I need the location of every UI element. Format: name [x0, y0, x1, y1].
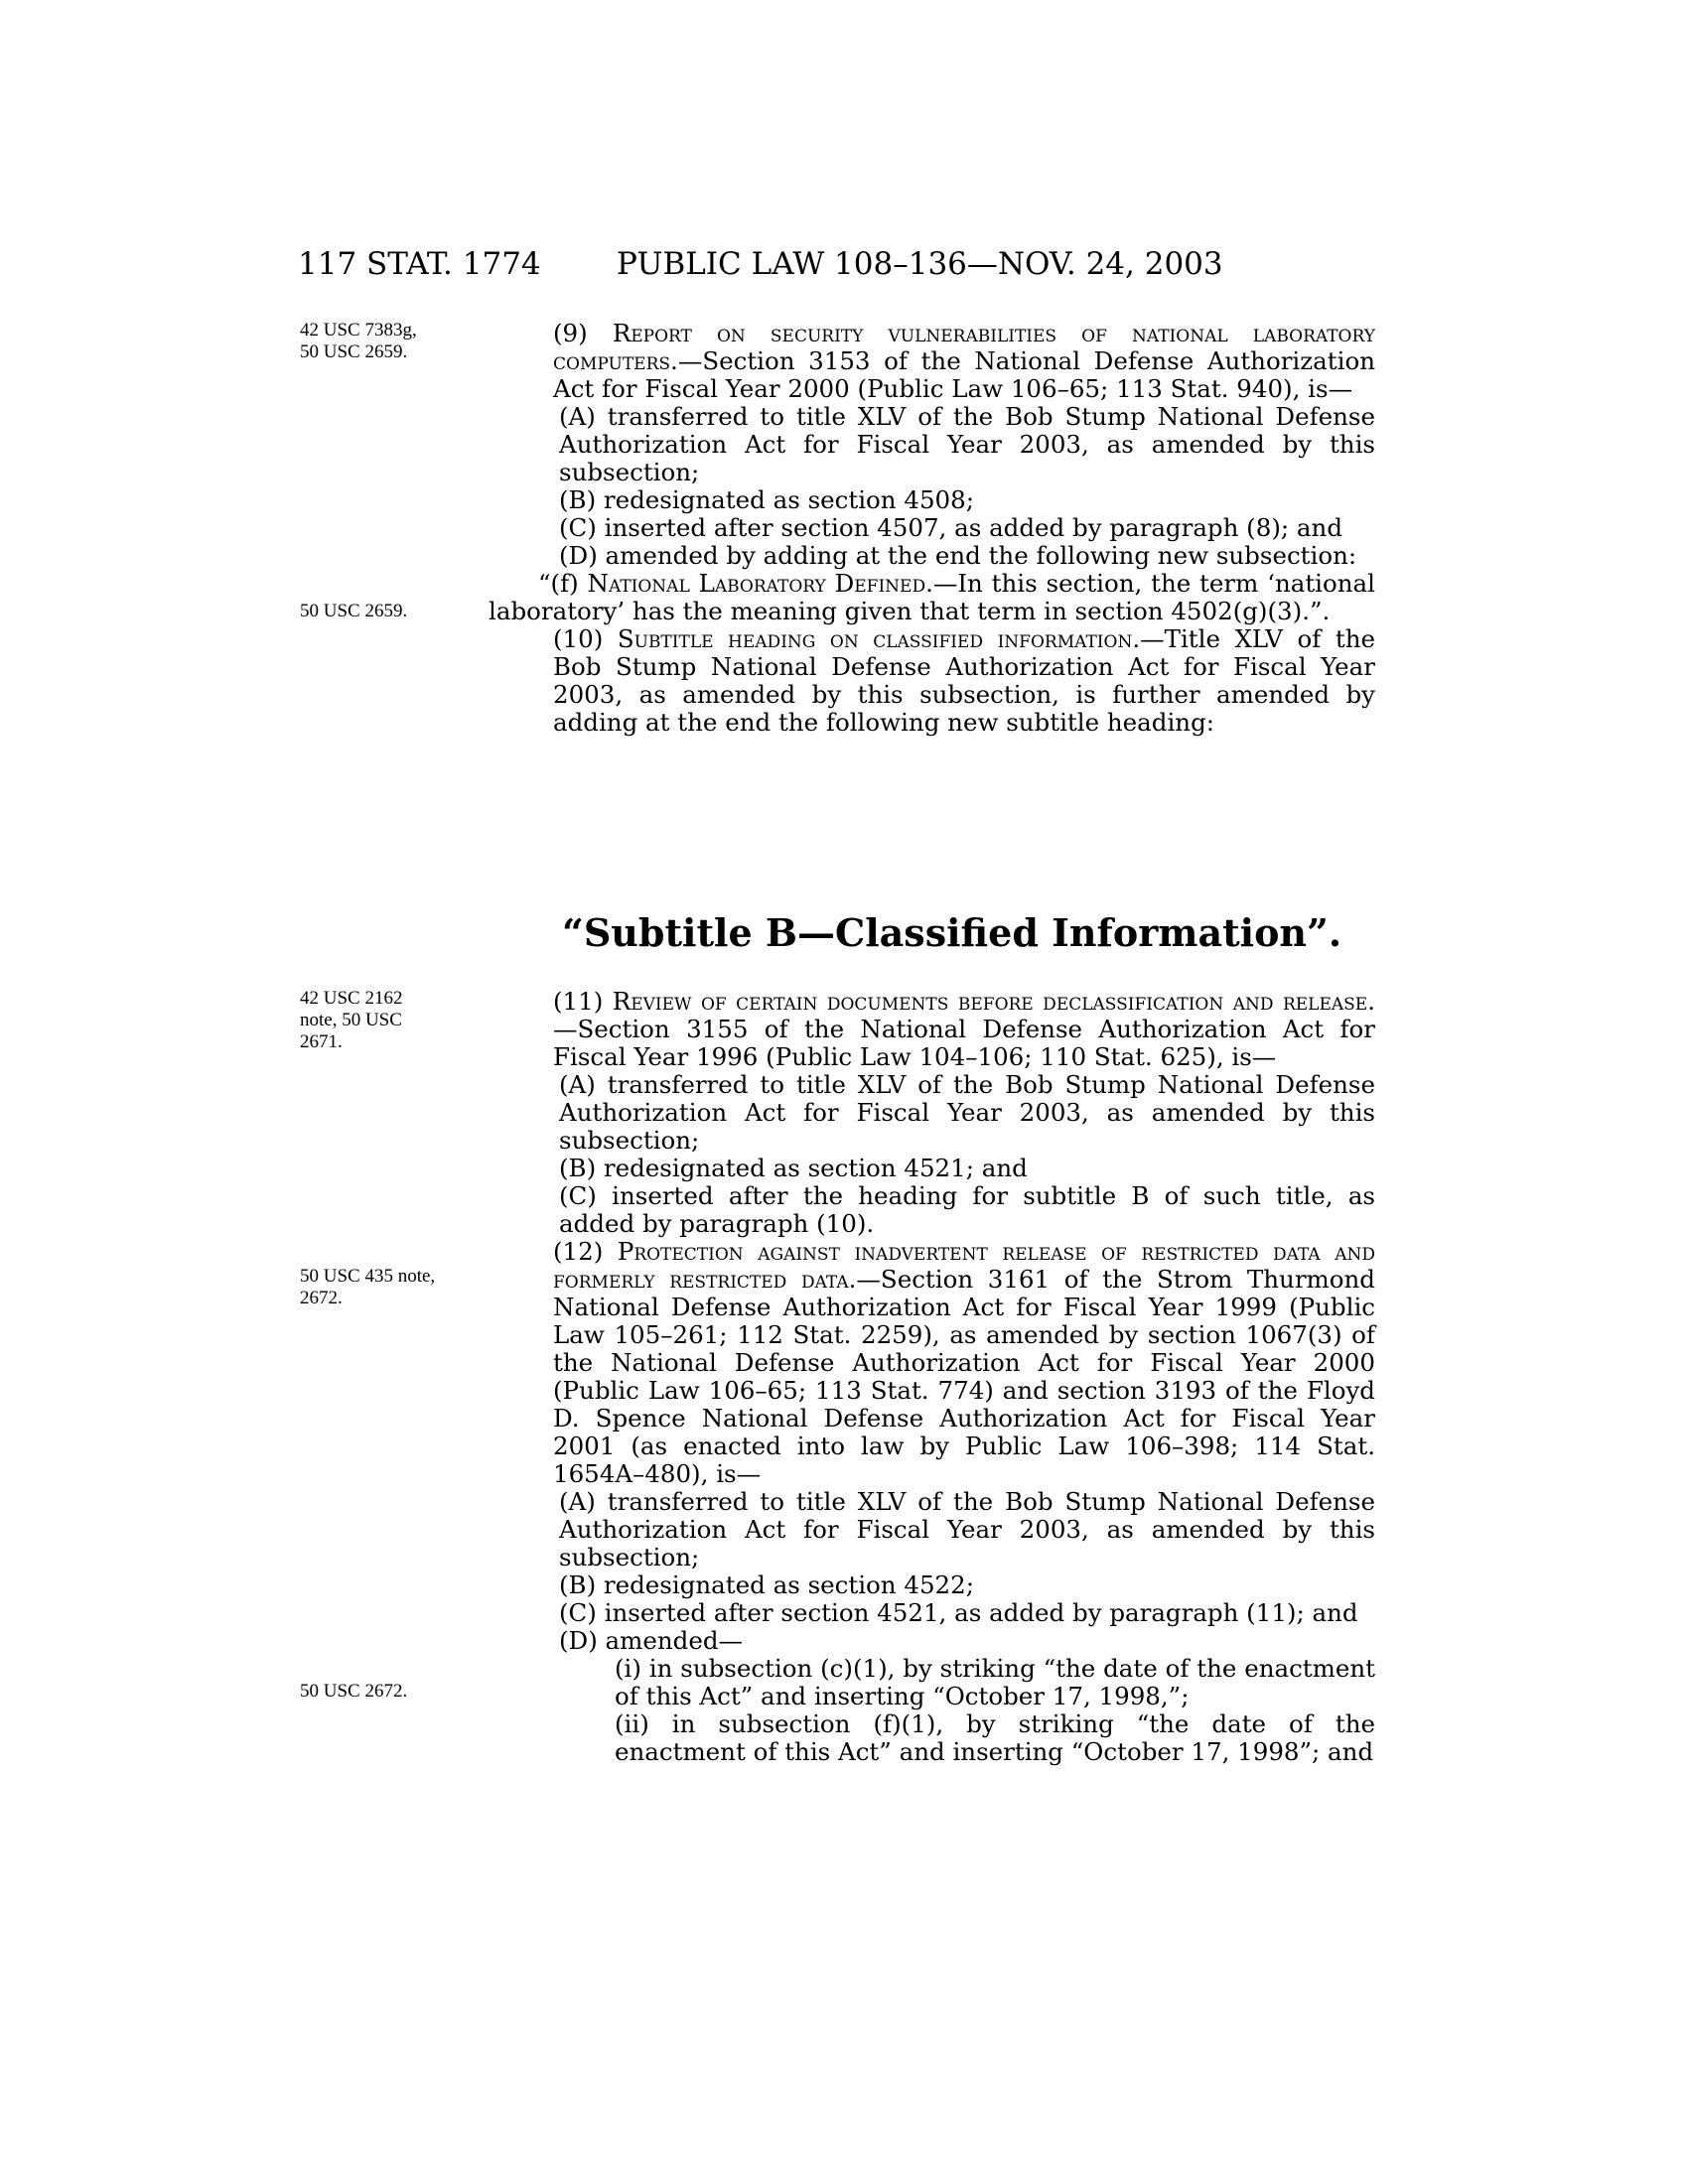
paragraph-heading: Subtitle heading on classified information. [617, 624, 1141, 653]
margin-note-line: 50 USC 2672. [300, 1681, 408, 1702]
clause-9d: (D) amended by adding at the end the following new subsection: [559, 541, 1357, 570]
paragraph-text: —Title XLV of the Bob Stump National Defense Authorization Act for Fiscal Year 2003, as amended by this subsection, is further amended by adding at the end the following new subtitle heading: [553, 624, 1375, 737]
clause-12c: (C) inserted after section 4521, as added by paragraph (11); and [559, 1598, 1358, 1627]
margin-note-line: 2672. [300, 1288, 343, 1308]
margin-note-line: 42 USC 7383g, [300, 320, 417, 341]
subsection-text: —In this section, the term ‘national laboratory’ has the meaning given that term in section 4502(g)(3).”. [489, 569, 1375, 625]
margin-note-line: 50 USC 435 note, [300, 1266, 436, 1287]
subsection-label: “(f) [538, 569, 588, 598]
paragraph-number: (11) [553, 987, 613, 1016]
paragraph-heading: Report on security vulnerabilities of national laboratory computers. [553, 319, 1375, 375]
margin-note-line: 50 USC 2659. [300, 341, 408, 362]
clause-12d: (D) amended— [559, 1626, 744, 1655]
page-running-header: PUBLIC LAW 108–136—NOV. 24, 2003 [617, 246, 1223, 282]
paragraph-10 [503, 625, 1375, 737]
clause-11b: (B) redesignated as section 4521; and [559, 1154, 1028, 1182]
body-block-1 [489, 319, 1375, 737]
paragraph-number: (9) [553, 319, 613, 347]
margin-note-3 [300, 988, 489, 1053]
margin-note-line: 42 USC 2162 [300, 988, 403, 1009]
margin-note-line: 2671. [300, 1031, 343, 1052]
paragraph-11 [503, 988, 1375, 1071]
paragraph-text: —Section 3153 of the National Defense Authorization Act for Fiscal Year 2000 (Public Law 106–65; 113 Stat. 940), is— [553, 346, 1375, 403]
clause-11a: (A) transferred to title XLV of the Bob Stump National Defense Authorization Act for Fiscal Year 2003, as amended by this subsection; [559, 1070, 1375, 1155]
clause-12a: (A) transferred to title XLV of the Bob Stump National Defense Authorization Act for Fiscal Year 2003, as amended by this subsection; [559, 1487, 1375, 1571]
subsection-heading: National Laboratory Defined. [587, 569, 933, 598]
clause-12b: (B) redesignated as section 4522; [559, 1570, 974, 1599]
paragraph-heading: Review of certain documents before declassification and release. [612, 987, 1375, 1016]
paragraph-heading: Protection against inadvertent release of restricted data and formerly restricted data. [553, 1237, 1375, 1294]
clause-12d-i: (i) in subsection (c)(1), by striking “the date of the enactment of this Act” and inserting “October 17, 1998,”; [615, 1654, 1375, 1710]
clause-12d-ii: (ii) in subsection (f)(1), by striking “the date of the enactment of this Act” and inserting “October 17, 1998”; and [615, 1709, 1375, 1766]
subsection-f [489, 570, 1375, 625]
paragraph-text: —Section 3155 of the National Defense Authorization Act for Fiscal Year 1996 (Public Law 104–106; 110 Stat. 625), is— [553, 1015, 1375, 1071]
margin-note-2 [300, 601, 489, 622]
paragraph-number: (10) [553, 624, 618, 653]
margin-note-4 [300, 1266, 489, 1309]
subtitle-heading: “Subtitle B—Classified Information”. [562, 910, 1342, 955]
paragraph-number: (12) [553, 1237, 618, 1266]
clause-9a: (A) transferred to title XLV of the Bob Stump National Defense Authorization Act for Fiscal Year 2003, as amended by this subsection; [559, 402, 1375, 486]
paragraph-9 [503, 320, 1375, 403]
body-block-2 [503, 988, 1375, 1766]
page-stat-number: 117 STAT. 1774 [298, 246, 541, 282]
margin-note-line: 50 USC 2659. [300, 601, 408, 621]
paragraph-12 [503, 1238, 1375, 1488]
margin-note-line: note, 50 USC [300, 1010, 402, 1030]
margin-note-5 [300, 1681, 489, 1703]
margin-note-1 [300, 320, 489, 363]
clause-9c: (C) inserted after section 4507, as added by paragraph (8); and [559, 513, 1343, 542]
clause-9b: (B) redesignated as section 4508; [559, 485, 974, 514]
paragraph-text: —Section 3161 of the Strom Thurmond National Defense Authorization Act for Fiscal Year 1999 (Public Law 105–261; 112 Stat. 2259), as amended by section 1067(3) of the National Defense Authorization Act for Fiscal Year 2000 (Public Law 106–65; 113 Stat. 774) and section 3193 of the Floyd D. Spence National Defense Authorization Act for Fiscal Year 2001 (as enacted into law by Public Law 106–398; 114 Stat. 1654A–480), is— [553, 1265, 1375, 1488]
clause-11c: (C) inserted after the heading for subtitle B of such title, as added by paragraph (10). [559, 1181, 1375, 1238]
